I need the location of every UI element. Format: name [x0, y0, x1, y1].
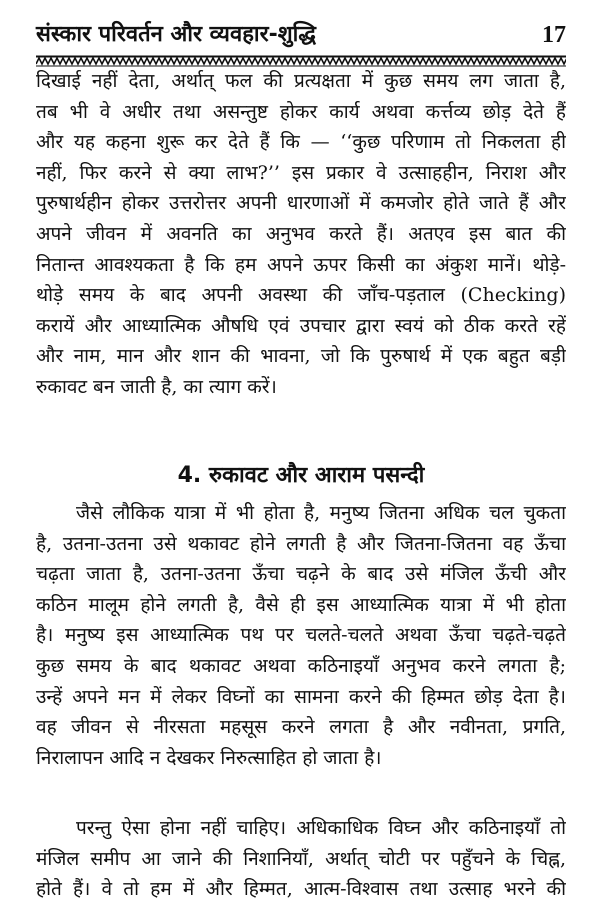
- page-number: 17: [542, 22, 566, 48]
- text-line: वह जीवन से नीरसता महसूस करने लगता है और नवीनता, प्रगति,: [36, 716, 566, 739]
- text-line: उन्हें अपने मन में लेकर विघ्नों का सामना करने की हिम्मत छोड़ देता है।: [36, 685, 566, 708]
- text-line: थोड़े समय के बाद अपनी अवस्था की जाँच-पड़ताल (Checking): [36, 284, 566, 307]
- text-line: नितान्त आवश्यकता है कि हम अपने ऊपर किसी का अंकुश मानें। थोड़े-: [36, 253, 566, 276]
- continuation-paragraph: [36, 66, 566, 403]
- text-line: कठिन मालूम होने लगती है, वैसे ही इस आध्यात्मिक यात्रा में भी होता: [36, 593, 566, 616]
- text-line: रुकावट बन जाती है, का त्याग करें।: [36, 375, 277, 398]
- text-line: निरालापन आदि न देखकर निरुत्साहित हो जाता है।: [36, 746, 382, 769]
- section-paragraph-2: [36, 813, 566, 905]
- running-title: संस्कार परिवर्तन और व्यवहार-शुद्धि: [36, 22, 316, 47]
- text-line: और नाम, मान और शान की भावना, जो कि पुरुषार्थ में एक बहुत बड़ी: [36, 345, 566, 368]
- text-line: है, उतना-उतना उसे थकावट होने लगती है और जितना-जितना वह ऊँचा: [36, 532, 566, 555]
- text-line: नहीं, फिर करने से क्या लाभ?’’ इस प्रकार वे उत्साहहीन, निराश और: [36, 161, 566, 184]
- section-paragraph-1: [36, 498, 566, 773]
- text-line: है। मनुष्य इस आध्यात्मिक पथ पर चलते-चलते अथवा ऊँचा चढ़ते-चढ़ते: [36, 624, 566, 647]
- text-line: होते हैं। वे तो हम में और हिम्मत, आत्म-विश्वास तथा उत्साह भरने की: [36, 878, 566, 901]
- text-line: अपने जीवन में अवनति का अनुभव करते हैं। अतएव इस बात की: [36, 222, 566, 245]
- text-line: मंजिल समीप आ जाने की निशानियाँ, अर्थात् चोटी पर पहुँचने के चिह्न,: [36, 847, 566, 870]
- text-line: जैसे लौकिक यात्रा में भी होता है, मनुष्य जितना अधिक चल चुकता: [76, 502, 566, 524]
- running-head: [36, 18, 566, 52]
- text-line: करायें और आध्यात्मिक औषधि एवं उपचार द्वारा स्वयं को ठीक करते रहें: [36, 314, 566, 337]
- text-line: दिखाई नहीं देता, अर्थात् फल की प्रत्यक्षता में कुछ समय लग जाता है,: [36, 70, 566, 92]
- text-line: और यह कहना शुरू कर देते हैं कि — ‘‘कुछ परिणाम तो निकलता ही: [36, 131, 566, 154]
- text-line: परन्तु ऐसा होना नहीं चाहिए। अधिकाधिक विघ्न और कठिनाइयाँ तो: [76, 817, 566, 839]
- section-heading: 4. रुकावट और आराम पसन्दी: [177, 463, 425, 488]
- text-line: तब भी वे अधीर तथा असन्तुष्ट होकर कार्य अथवा कर्त्तव्य छोड़ देते हैं: [36, 100, 566, 123]
- text-line: कुछ समय के बाद थकावट अथवा कठिनाइयाँ अनुभव करने लगता है;: [36, 654, 566, 677]
- text-line: पुरुषार्थहीन होकर उत्तरोत्तर अपनी धारणाओं में कमजोर होते जाते हैं और: [36, 192, 566, 215]
- text-line: चढ़ता जाता है, उतना-उतना ऊँचा चढ़ने के बाद उसे मंजिल ऊँची और: [36, 563, 566, 586]
